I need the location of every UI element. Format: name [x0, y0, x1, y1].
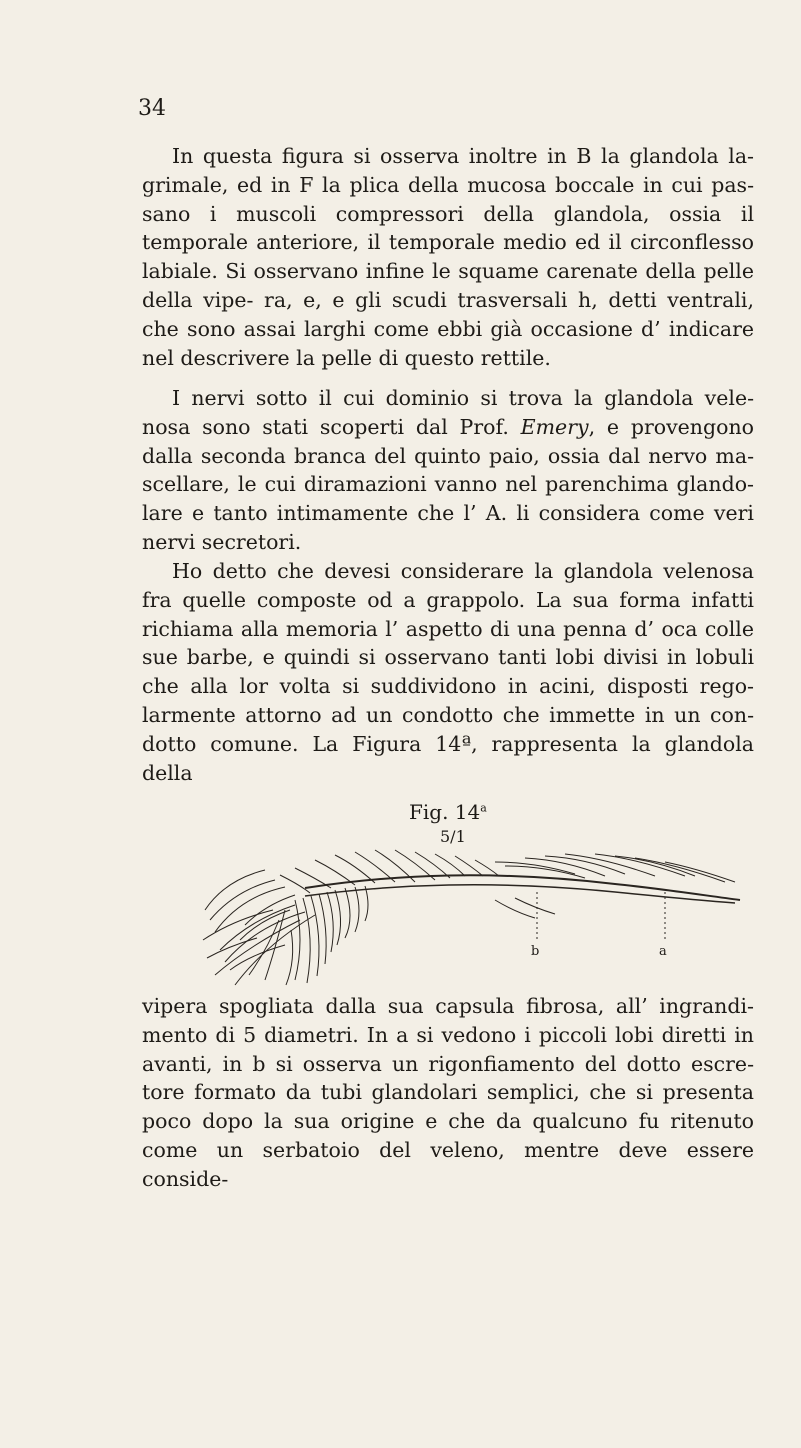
paragraph-1: In questa figura si osserva inoltre in B la glandola la- grimale, ed in F la plica della mucosa boccale in cui pas- sano i muscoli compressori della glandola, ossia il temporale anteriore, il temporale medio ed il circonflesso labiale. Si osservano infine le squame carenate della pelle della vipe- ra, e, e gli scudi trasversali h, detti ventrali, che sono assai larghi come ebbi già occasione d’ indicare nel descrivere la pelle di questo rettile. [142, 144, 754, 370]
page-number: 34 [138, 96, 166, 121]
figure-caption [409, 800, 487, 824]
figure-caption-text: Fig. 14 [409, 800, 481, 824]
paragraph-2-text-b: , e provengono dalla seconda branca del quinto paio, ossia dal nervo ma- scellare, le cui diramazioni vanno nel parenchima glando- lare e tanto intimamente che l’ A. li considera come veri nervi secretori. [142, 414, 755, 554]
lobule-cluster-middle [249, 850, 499, 985]
lobule-cluster-front [203, 870, 315, 985]
paragraph-2 [142, 384, 754, 557]
paragraph-4: vipera spogliata dalla sua capsula fibrosa, all’ ingrandi- mento di 5 diametri. In a si vedono i piccoli lobi diretti in avanti, in b si osserva un rigonfiamento del dotto escre- tore formato da tubi glandolari semplici, che si presenta poco dopo la sua origine e che da qualcuno fu ritenuto come un serbatoio del veleno, mentre deve essere conside- [142, 994, 754, 1191]
label-a: a [659, 944, 667, 959]
paragraph-2-text-a: I nervi sotto il cui dominio si trova la glandola vele- nosa sono stati scoperti dal Prof. [142, 386, 754, 439]
gland-illustration [195, 840, 755, 1000]
author-name-emery: Emery [520, 414, 589, 439]
paragraph-3: Ho detto che devesi considerare la glandola velenosa fra quelle composte od a grappolo. La sua forma infatti richiama alla memoria l’ aspetto di una penna d’ oca colle sue barbe, e quindi si osservano tanti lobi divisi in lobuli che alla lor volta si suddividono in acini, disposti rego- larmente attorno ad un condotto che immette in un con- dotto comune. La Figura 14ª, rappresenta la glandola della [142, 559, 754, 785]
label-b: b [531, 944, 540, 959]
figure-scale: 5/1 [440, 827, 466, 846]
figure-caption-sup: a [480, 801, 487, 815]
